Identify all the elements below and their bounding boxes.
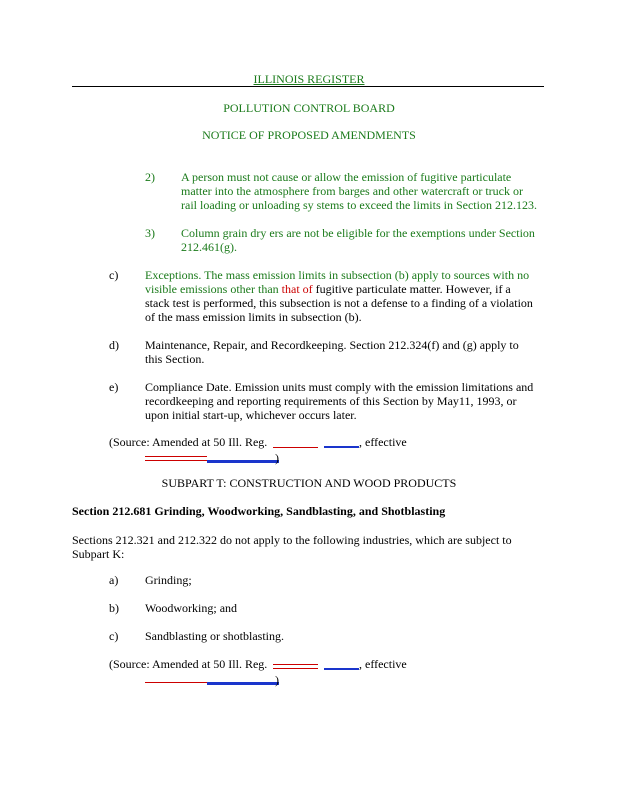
item-c-line-2-c: fugitive particulate matter. However, if a [312, 282, 511, 296]
item-c-line-2-struck: that of [281, 282, 313, 296]
item-2-number: 2) [145, 170, 155, 184]
source-note-2-prefix: (Source: Amended at 50 Ill. Reg. [109, 657, 268, 671]
item-3-number: 3) [145, 226, 155, 240]
section-intro-line-2: Subpart K: [72, 547, 125, 561]
list-item-c-number: c) [109, 629, 119, 643]
source-2-register-blank-struck-a [273, 664, 318, 665]
item-c-line-2-a: visible emissions other than [145, 282, 282, 296]
source-1-register-blank-inserted [324, 446, 359, 448]
source-2-date-blank-struck [145, 682, 207, 683]
item-d-line-1: Maintenance, Repair, and Recordkeeping. Section 212.324(f) and (g) apply to [145, 338, 519, 352]
list-item-a-number: a) [109, 573, 119, 587]
source-1-register-blank-struck [273, 447, 318, 448]
board-title: POLLUTION CONTROL BOARD [223, 101, 395, 115]
list-item-c-text: Sandblasting or shotblasting. [145, 629, 284, 643]
source-2-register-blank-inserted [324, 668, 359, 670]
source-2-date-blank-inserted [207, 682, 279, 685]
item-3-line-2: 212.461(g). [181, 240, 237, 254]
source-1-date-blank-inserted [207, 460, 279, 463]
source-note-1-effective: , effective [359, 435, 407, 449]
item-c-line-2 [145, 282, 511, 296]
list-item-a-text: Grinding; [145, 573, 192, 587]
item-3-line-1: Column grain dry ers are not be eligible for the exemptions under Section [181, 226, 535, 240]
header-rule [72, 86, 544, 87]
subpart-heading: SUBPART T: CONSTRUCTION AND WOOD PRODUCTS [161, 476, 457, 490]
item-2-line-2: matter into the atmosphere from barges and other watercraft or truck or [181, 184, 523, 198]
source-1-date-blank-struck-b [145, 460, 207, 461]
notice-title: NOTICE OF PROPOSED AMENDMENTS [202, 128, 416, 142]
list-item-b-text: Woodworking; and [145, 601, 238, 615]
source-note-1-close: ) [275, 451, 279, 465]
item-c-number: c) [109, 268, 119, 282]
item-d-number: d) [109, 338, 119, 352]
list-item-b-number: b) [109, 601, 119, 615]
item-c-line-4: of the mass emission limits in subsection (b). [145, 310, 362, 324]
item-e-number: e) [109, 380, 119, 394]
source-note-1-prefix: (Source: Amended at 50 Ill. Reg. [109, 435, 268, 449]
item-e-line-3: upon initial start-up, whichever occurs later. [145, 408, 357, 422]
item-e-line-1: Compliance Date. Emission units must comply with the emission limitations and [145, 380, 534, 394]
section-heading: Section 212.681 Grinding, Woodworking, Sandblasting, and Shotblasting [72, 504, 446, 518]
item-c-line-3: stack test is performed, this subsection is not a defense to a finding of a violation [145, 296, 533, 310]
section-intro-line-1: Sections 212.321 and 212.322 do not apply to the following industries, which are subject to [72, 533, 512, 547]
item-e-line-2: recordkeeping and reporting requirements of this Section by May11, 1993, or [145, 394, 517, 408]
item-d-line-2: this Section. [145, 352, 205, 366]
source-note-2-effective: , effective [359, 657, 407, 671]
item-c-line-1: Exceptions. The mass emission limits in subsection (b) apply to sources with no [145, 268, 530, 282]
register-title [0, 72, 618, 87]
item-2-line-3: rail loading or unloading sy stems to exceed the limits in Section 212.123. [181, 198, 537, 212]
source-1-date-blank-struck-a [145, 456, 207, 457]
source-note-2-close: ) [275, 673, 279, 687]
register-title-text: ILLINOIS REGISTER [253, 72, 365, 86]
source-2-register-blank-struck-b [273, 668, 318, 669]
item-2-line-1: A person must not cause or allow the emission of fugitive particulate [181, 170, 512, 184]
